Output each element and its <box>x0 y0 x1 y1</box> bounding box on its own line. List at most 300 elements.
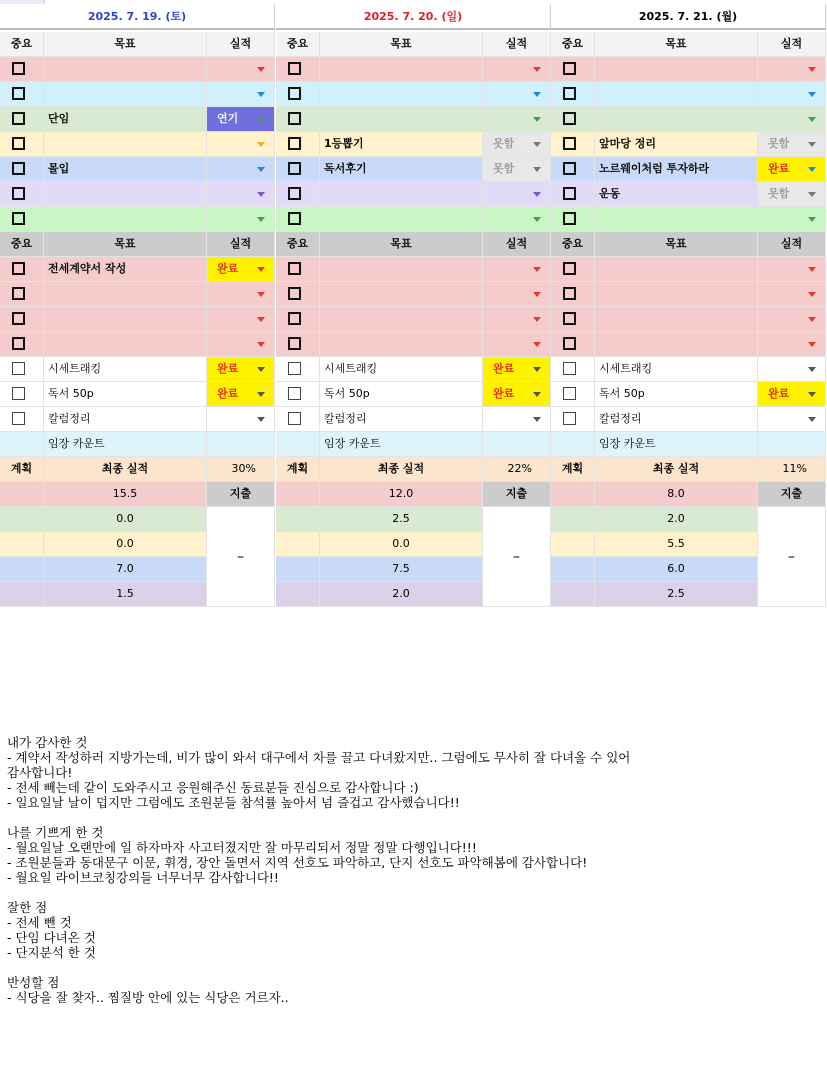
chevron-down-icon <box>257 417 265 422</box>
final-value: 12.0 <box>320 482 483 507</box>
final-row-blank <box>551 482 595 507</box>
note-line: 잘한 점 <box>7 900 48 915</box>
chevron-down-icon <box>808 367 816 372</box>
status-dropdown[interactable] <box>207 82 275 107</box>
note-line: - 식당을 잘 찾자.. 찜질방 안에 있는 식당은 거르자.. <box>7 990 289 1005</box>
final-value: 15.5 <box>44 482 207 507</box>
final-row-blank <box>0 507 44 532</box>
final-row-blank <box>276 532 320 557</box>
final-value: 0.0 <box>44 532 207 557</box>
goal-cell[interactable]: 독서 50p <box>320 382 483 407</box>
goal-cell[interactable]: 1등뽑기 <box>320 132 483 157</box>
status-dropdown[interactable] <box>758 357 826 382</box>
status-dropdown[interactable] <box>483 307 551 332</box>
goal-cell[interactable] <box>320 307 483 332</box>
status-dropdown[interactable] <box>758 382 826 407</box>
checkbox[interactable] <box>12 362 25 375</box>
chevron-down-icon <box>257 292 265 297</box>
checkbox[interactable] <box>563 162 576 175</box>
checkbox[interactable] <box>288 212 301 225</box>
importance-cell[interactable] <box>551 132 595 157</box>
chevron-down-icon <box>808 267 816 272</box>
chevron-down-icon <box>808 217 816 222</box>
goal-cell[interactable]: 칼럼정리 <box>320 407 483 432</box>
status-value: 못함 <box>768 137 790 150</box>
goal-cell[interactable] <box>44 82 207 107</box>
final-value: 2.5 <box>320 507 483 532</box>
chevron-down-icon <box>257 167 265 172</box>
goal-cell[interactable] <box>595 82 758 107</box>
goal-cell[interactable] <box>320 257 483 282</box>
checkbox[interactable] <box>288 112 301 125</box>
importance-cell[interactable] <box>0 282 44 307</box>
final-row-blank <box>276 582 320 607</box>
final-row-blank <box>0 557 44 582</box>
final-row-blank <box>551 557 595 582</box>
status-dropdown[interactable] <box>207 307 275 332</box>
chevron-down-icon <box>533 292 541 297</box>
goal-cell[interactable]: 독서 50p <box>44 382 207 407</box>
final-value: 2.0 <box>595 507 758 532</box>
importance-cell[interactable] <box>276 132 320 157</box>
table-header-2-2: 실적 <box>207 232 275 257</box>
table-header-2-0: 중요 <box>276 232 320 257</box>
final-row-blank <box>0 532 44 557</box>
note-line: - 전세 빼는데 같이 도와주시고 응원해주신 동료분들 진심으로 감사합니다 :) <box>7 780 419 795</box>
chevron-down-icon <box>533 192 541 197</box>
importance-cell[interactable] <box>276 382 320 407</box>
chevron-down-icon <box>257 192 265 197</box>
chevron-down-icon <box>533 392 541 397</box>
entry-count-blank <box>551 432 595 457</box>
status-value: 완료 <box>768 162 790 175</box>
chevron-down-icon <box>257 342 265 347</box>
checkbox[interactable] <box>563 137 576 150</box>
goal-cell[interactable]: 운동 <box>595 182 758 207</box>
checkbox[interactable] <box>12 337 25 350</box>
goal-cell[interactable] <box>44 332 207 357</box>
note-line: 감사합니다! <box>7 765 73 780</box>
importance-cell[interactable] <box>0 307 44 332</box>
table-header-2-0: 중요 <box>0 232 44 257</box>
chevron-down-icon <box>257 142 265 147</box>
final-result-label: 최종 실적 <box>595 457 758 482</box>
importance-cell[interactable] <box>551 157 595 182</box>
importance-cell[interactable] <box>276 282 320 307</box>
goal-cell[interactable] <box>320 57 483 82</box>
goal-cell[interactable]: 시세트래킹 <box>320 357 483 382</box>
goal-cell[interactable] <box>44 207 207 232</box>
importance-cell[interactable] <box>0 132 44 157</box>
importance-cell[interactable] <box>0 332 44 357</box>
status-value: 완료 <box>768 387 790 400</box>
status-dropdown[interactable] <box>207 407 275 432</box>
checkbox[interactable] <box>563 112 576 125</box>
checkbox[interactable] <box>12 62 25 75</box>
note-gap <box>7 960 819 975</box>
status-value: 완료 <box>493 362 515 375</box>
checkbox[interactable] <box>288 262 301 275</box>
chevron-down-icon <box>808 92 816 97</box>
chevron-down-icon <box>257 67 265 72</box>
importance-cell[interactable] <box>551 307 595 332</box>
checkbox[interactable] <box>12 262 25 275</box>
plan-label: 계획 <box>276 457 320 482</box>
note-line: - 일요일날 날이 덥지만 그럼에도 조원분들 참석률 높아서 넘 즐겁고 감사했습니다!! <box>7 795 460 810</box>
status-dropdown[interactable] <box>758 82 826 107</box>
status-value: 못함 <box>493 162 515 175</box>
checkbox[interactable] <box>288 287 301 300</box>
checkbox[interactable] <box>563 212 576 225</box>
table-header-0: 중요 <box>0 32 44 57</box>
goal-cell[interactable] <box>320 182 483 207</box>
importance-cell[interactable] <box>551 357 595 382</box>
status-dropdown[interactable] <box>758 132 826 157</box>
note-line: 내가 감사한 것 <box>7 735 88 750</box>
status-dropdown[interactable] <box>207 207 275 232</box>
spend-dash: – <box>758 507 826 607</box>
status-dropdown[interactable] <box>483 107 551 132</box>
status-dropdown[interactable] <box>483 182 551 207</box>
checkbox[interactable] <box>12 112 25 125</box>
goal-cell[interactable]: 독서후기 <box>320 157 483 182</box>
table-header-1: 목표 <box>320 32 483 57</box>
percent-value: 30% <box>207 457 275 482</box>
checkbox[interactable] <box>563 187 576 200</box>
table-header-2: 실적 <box>207 32 275 57</box>
checkbox[interactable] <box>563 362 576 375</box>
status-dropdown[interactable] <box>207 382 275 407</box>
goal-cell[interactable] <box>44 282 207 307</box>
chevron-down-icon <box>808 192 816 197</box>
note-line: 반성할 점 <box>7 975 60 990</box>
goal-cell[interactable] <box>320 207 483 232</box>
chevron-down-icon <box>808 417 816 422</box>
spend-dash: – <box>483 507 551 607</box>
checkbox[interactable] <box>288 162 301 175</box>
checkbox[interactable] <box>288 187 301 200</box>
importance-cell[interactable] <box>551 57 595 82</box>
chevron-down-icon <box>257 92 265 97</box>
checkbox[interactable] <box>12 87 25 100</box>
status-dropdown[interactable] <box>483 382 551 407</box>
chevron-down-icon <box>533 417 541 422</box>
final-row-blank <box>276 482 320 507</box>
importance-cell[interactable] <box>551 382 595 407</box>
table-header-2-1: 목표 <box>595 232 758 257</box>
final-value: 7.5 <box>320 557 483 582</box>
importance-cell[interactable] <box>551 107 595 132</box>
checkbox[interactable] <box>563 287 576 300</box>
date-header: 2025. 7. 20. (일) <box>276 4 551 30</box>
entry-count-label: 임장 카운트 <box>44 432 207 457</box>
checkbox[interactable] <box>12 162 25 175</box>
final-row-blank <box>551 532 595 557</box>
final-row-blank <box>276 557 320 582</box>
entry-count-label: 임장 카운트 <box>320 432 483 457</box>
table-header-2: 실적 <box>758 32 826 57</box>
final-value: 8.0 <box>595 482 758 507</box>
goal-cell[interactable] <box>595 307 758 332</box>
goal-cell[interactable]: 칼럼정리 <box>44 407 207 432</box>
final-value: 0.0 <box>320 532 483 557</box>
status-dropdown[interactable] <box>483 332 551 357</box>
goal-cell[interactable] <box>595 332 758 357</box>
chevron-down-icon <box>533 142 541 147</box>
goal-cell[interactable] <box>44 57 207 82</box>
goal-cell[interactable] <box>595 257 758 282</box>
importance-cell[interactable] <box>276 157 320 182</box>
entry-count-value[interactable] <box>758 432 826 457</box>
chevron-down-icon <box>808 142 816 147</box>
status-dropdown[interactable] <box>758 57 826 82</box>
goal-cell[interactable]: 앞마당 정리 <box>595 132 758 157</box>
importance-cell[interactable] <box>0 407 44 432</box>
percent-value: 11% <box>758 457 826 482</box>
checkbox[interactable] <box>288 87 301 100</box>
chevron-down-icon <box>808 292 816 297</box>
plan-label: 계획 <box>551 457 595 482</box>
checkbox[interactable] <box>288 137 301 150</box>
goal-cell[interactable] <box>595 282 758 307</box>
goal-cell[interactable]: 몰입 <box>44 157 207 182</box>
goal-cell[interactable] <box>320 107 483 132</box>
chevron-down-icon <box>257 117 265 122</box>
checkbox[interactable] <box>288 412 301 425</box>
goal-cell[interactable] <box>595 107 758 132</box>
table-header-0: 중요 <box>276 32 320 57</box>
importance-cell[interactable] <box>276 307 320 332</box>
status-dropdown[interactable] <box>483 132 551 157</box>
chevron-down-icon <box>808 342 816 347</box>
importance-cell[interactable] <box>0 107 44 132</box>
note-gap <box>7 885 819 900</box>
chevron-down-icon <box>257 217 265 222</box>
chevron-down-icon <box>533 342 541 347</box>
chevron-down-icon <box>533 367 541 372</box>
table-header-2-2: 실적 <box>758 232 826 257</box>
chevron-down-icon <box>808 317 816 322</box>
entry-count-blank <box>0 432 44 457</box>
day-column <box>0 4 275 607</box>
table-header-2-2: 실적 <box>483 232 551 257</box>
status-dropdown[interactable] <box>758 407 826 432</box>
goal-cell[interactable]: 시세트래킹 <box>44 357 207 382</box>
status-dropdown[interactable] <box>207 332 275 357</box>
checkbox[interactable] <box>288 62 301 75</box>
final-value: 6.0 <box>595 557 758 582</box>
status-dropdown[interactable] <box>483 357 551 382</box>
importance-cell[interactable] <box>0 257 44 282</box>
note-gap <box>7 810 819 825</box>
importance-cell[interactable] <box>551 282 595 307</box>
checkbox[interactable] <box>288 337 301 350</box>
spend-dash: – <box>207 507 275 607</box>
status-dropdown[interactable] <box>483 82 551 107</box>
final-value: 5.5 <box>595 532 758 557</box>
note-line: - 전세 뺀 것 <box>7 915 72 930</box>
note-line: - 단임 다녀온 것 <box>7 930 96 945</box>
goal-cell[interactable]: 칼럼정리 <box>595 407 758 432</box>
spend-label: 지출 <box>758 482 826 507</box>
final-row-blank <box>0 482 44 507</box>
importance-cell[interactable] <box>276 182 320 207</box>
checkbox[interactable] <box>12 312 25 325</box>
status-value: 못함 <box>493 137 515 150</box>
final-value: 2.5 <box>595 582 758 607</box>
goal-cell[interactable] <box>320 332 483 357</box>
checkbox[interactable] <box>563 87 576 100</box>
status-dropdown[interactable] <box>207 357 275 382</box>
goal-cell[interactable]: 단임 <box>44 107 207 132</box>
importance-cell[interactable] <box>0 357 44 382</box>
importance-cell[interactable] <box>276 357 320 382</box>
importance-cell[interactable] <box>0 207 44 232</box>
goal-cell[interactable] <box>44 182 207 207</box>
chevron-down-icon <box>257 392 265 397</box>
final-value: 2.0 <box>320 582 483 607</box>
final-row-blank <box>0 582 44 607</box>
goal-cell[interactable] <box>320 82 483 107</box>
chevron-down-icon <box>533 217 541 222</box>
status-dropdown[interactable] <box>207 107 275 132</box>
status-dropdown[interactable] <box>483 207 551 232</box>
chevron-down-icon <box>257 317 265 322</box>
chevron-down-icon <box>533 167 541 172</box>
note-line: - 단지분석 한 것 <box>7 945 96 960</box>
importance-cell[interactable] <box>276 107 320 132</box>
checkbox[interactable] <box>288 387 301 400</box>
final-row-blank <box>276 507 320 532</box>
importance-cell[interactable] <box>276 257 320 282</box>
status-dropdown[interactable] <box>758 107 826 132</box>
status-dropdown[interactable] <box>758 332 826 357</box>
chevron-down-icon <box>533 67 541 72</box>
table-header-0: 중요 <box>551 32 595 57</box>
checkbox[interactable] <box>12 387 25 400</box>
entry-count-value[interactable] <box>483 432 551 457</box>
entry-count-value[interactable] <box>207 432 275 457</box>
checkbox[interactable] <box>288 312 301 325</box>
goal-cell[interactable]: 전세계약서 작성 <box>44 257 207 282</box>
importance-cell[interactable] <box>551 82 595 107</box>
checkbox[interactable] <box>563 312 576 325</box>
status-dropdown[interactable] <box>758 182 826 207</box>
importance-cell[interactable] <box>551 257 595 282</box>
chevron-down-icon <box>533 267 541 272</box>
status-dropdown[interactable] <box>483 282 551 307</box>
status-dropdown[interactable] <box>758 257 826 282</box>
status-dropdown[interactable] <box>207 257 275 282</box>
status-dropdown[interactable] <box>483 57 551 82</box>
status-dropdown[interactable] <box>483 157 551 182</box>
status-dropdown[interactable] <box>207 57 275 82</box>
entry-count-blank <box>276 432 320 457</box>
checkbox[interactable] <box>12 412 25 425</box>
checkbox[interactable] <box>563 387 576 400</box>
checkbox[interactable] <box>12 212 25 225</box>
table-header-2: 실적 <box>483 32 551 57</box>
checkbox[interactable] <box>12 187 25 200</box>
status-value: 완료 <box>493 387 515 400</box>
final-value: 7.0 <box>44 557 207 582</box>
status-dropdown[interactable] <box>207 182 275 207</box>
importance-cell[interactable] <box>551 182 595 207</box>
importance-cell[interactable] <box>276 332 320 357</box>
importance-cell[interactable] <box>0 182 44 207</box>
spend-label: 지출 <box>207 482 275 507</box>
status-dropdown[interactable] <box>483 257 551 282</box>
checkbox[interactable] <box>563 337 576 350</box>
final-value: 1.5 <box>44 582 207 607</box>
status-dropdown[interactable] <box>207 157 275 182</box>
goal-cell[interactable] <box>44 307 207 332</box>
goal-cell[interactable]: 노르웨이처럼 투자하라 <box>595 157 758 182</box>
final-result-label: 최종 실적 <box>44 457 207 482</box>
importance-cell[interactable] <box>551 207 595 232</box>
importance-cell[interactable] <box>0 157 44 182</box>
checkbox[interactable] <box>12 137 25 150</box>
importance-cell[interactable] <box>551 407 595 432</box>
chevron-down-icon <box>808 392 816 397</box>
status-dropdown[interactable] <box>758 207 826 232</box>
chevron-down-icon <box>533 117 541 122</box>
entry-count-label: 임장 카운트 <box>595 432 758 457</box>
final-result-label: 최종 실적 <box>320 457 483 482</box>
importance-cell[interactable] <box>551 332 595 357</box>
importance-cell[interactable] <box>0 382 44 407</box>
chevron-down-icon <box>533 92 541 97</box>
importance-cell[interactable] <box>276 207 320 232</box>
chevron-down-icon <box>808 167 816 172</box>
chevron-down-icon <box>257 367 265 372</box>
table-header-2-1: 목표 <box>320 232 483 257</box>
status-dropdown[interactable] <box>758 157 826 182</box>
status-value: 완료 <box>217 262 239 275</box>
note-line: - 월요일 라이브코칭강의들 너무너무 감사합니다!! <box>7 870 279 885</box>
checkbox[interactable] <box>563 412 576 425</box>
day-column <box>551 4 826 607</box>
importance-cell[interactable] <box>276 407 320 432</box>
importance-cell[interactable] <box>276 82 320 107</box>
chevron-down-icon <box>533 317 541 322</box>
checkbox[interactable] <box>563 262 576 275</box>
note-line: - 월요일날 오랜만에 일 하자마자 사고터졌지만 잘 마무리되서 정말 정말 다행입니다!!! <box>7 840 477 855</box>
goal-cell[interactable] <box>320 282 483 307</box>
checkbox[interactable] <box>563 62 576 75</box>
percent-value: 22% <box>483 457 551 482</box>
chevron-down-icon <box>257 267 265 272</box>
chevron-down-icon <box>808 117 816 122</box>
status-dropdown[interactable] <box>483 407 551 432</box>
importance-cell[interactable] <box>276 57 320 82</box>
goal-cell[interactable]: 독서 50p <box>595 382 758 407</box>
checkbox[interactable] <box>288 362 301 375</box>
goal-cell[interactable] <box>595 57 758 82</box>
table-header-2-0: 중요 <box>551 232 595 257</box>
checkbox[interactable] <box>12 287 25 300</box>
status-dropdown[interactable] <box>758 307 826 332</box>
goal-cell[interactable] <box>44 132 207 157</box>
status-dropdown[interactable] <box>207 282 275 307</box>
goal-cell[interactable] <box>595 207 758 232</box>
importance-cell[interactable] <box>0 82 44 107</box>
goal-cell[interactable]: 시세트래킹 <box>595 357 758 382</box>
importance-cell[interactable] <box>0 57 44 82</box>
status-dropdown[interactable] <box>207 132 275 157</box>
status-dropdown[interactable] <box>758 282 826 307</box>
note-line: - 조원분들과 동대문구 이문, 휘경, 장안 돌면서 지역 선호도 파악하고, 단지 선호도 파악해봄에 감사합니다! <box>7 855 588 870</box>
